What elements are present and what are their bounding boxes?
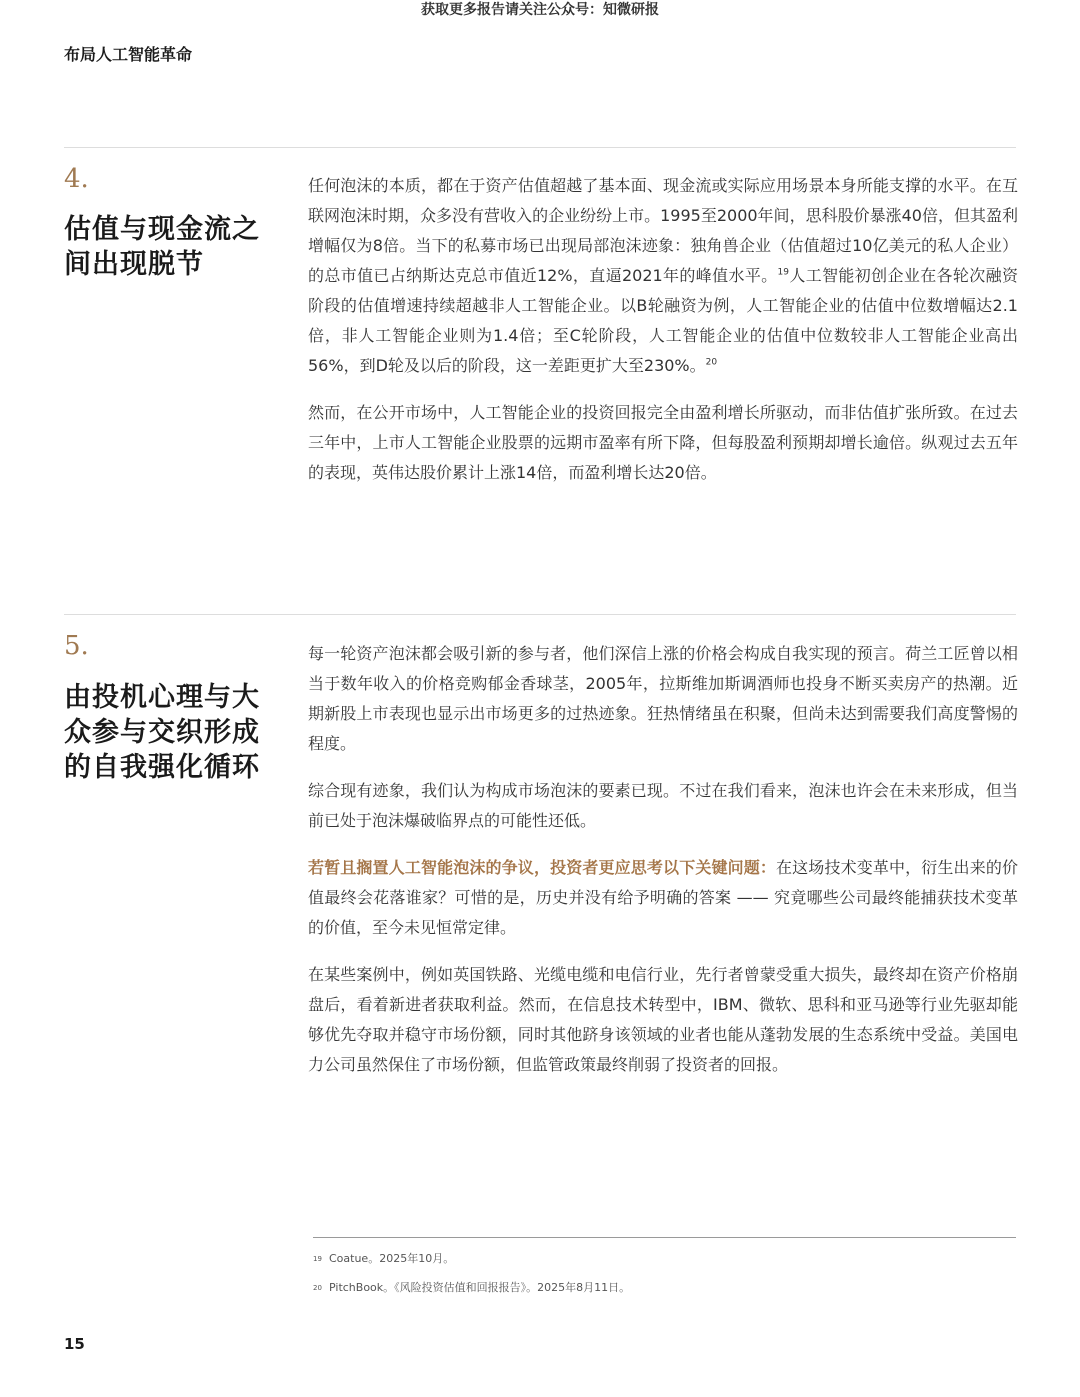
section-5-body [308, 639, 1018, 1097]
key-question-highlight: 若暂且搁置人工智能泡沫的争议，投资者更应思考以下关键问题： [308, 858, 777, 877]
section-4-title: 估值与现金流之间出现脱节 [64, 214, 260, 280]
section-5-number: 5. [64, 631, 89, 661]
section-4-number: 4. [64, 164, 89, 194]
section-divider [64, 147, 1016, 148]
section-4-paragraph-1 [308, 171, 1018, 381]
section-5-paragraph-4: 在某些案例中，例如英国铁路、光缆电缆和电信行业，先行者曾蒙受重大损失，最终却在资产价格崩盘后，看着新进者获取利益。然而，在信息技术转型中，IBM、微软、思科和亚马逊等行业先驱却能够优先夺取并稳守市场份额，同时其他跻身该领域的业者也能从蓬勃发展的生态系统中受益。美国电力公司虽然保住了市场份额，但监管政策最终削弱了投资者的回报。 [308, 965, 1018, 1074]
section-divider [64, 614, 1016, 615]
footnote-19 [313, 1251, 454, 1267]
running-head: 布局人工智能革命 [64, 45, 193, 64]
paragraph-text: 在这场技术变革中，衍生出来的价值最终会花落谁家？可惜的是，历史并没有给予明确的答案 —— 究竟哪些公司最终能捕获技术变革的价值，至今未见恒常定律。 [308, 858, 1018, 937]
paragraph-text: 人工智能初创企业在各轮次融资阶段的估值增速持续超越非人工智能企业。以B轮融资为例，人工智能企业的估值中位数增幅达2.1倍，非人工智能企业则为1.4倍；至C轮阶段，人工智能企业的估值中位数较非人工智能企业高出56%，到D轮及以后的阶段，这一差距更扩大至230%。 [308, 266, 1018, 375]
footnote-mark: 20 [313, 1284, 322, 1292]
promo-banner: 获取更多报告请关注公众号：知微研报 [421, 2, 659, 18]
footnote-text: Coatue。2025年10月。 [329, 1252, 455, 1265]
section-4-body [308, 171, 1018, 505]
section-4-paragraph-2: 然而，在公开市场中，人工智能企业的投资回报完全由盈利增长所驱动，而非估值扩张所致。在过去三年中，上市人工智能企业股票的远期市盈率有所下降，但每股盈利预期却增长逾倍。纵观过去五年的表现，英伟达股价累计上涨14倍，而盈利增长达20倍。 [308, 403, 1018, 482]
section-5-paragraph-2: 综合现有迹象，我们认为构成市场泡沫的要素已现。不过在我们看来，泡沫也许会在未来形成，但当前已处于泡沫爆破临界点的可能性还低。 [308, 781, 1018, 830]
footnote-divider [313, 1237, 1016, 1238]
footnote-text: PitchBook。《风险投资估值和回报报告》。2025年8月11日。 [329, 1281, 631, 1294]
page-number: 15 [64, 1335, 85, 1353]
footnote-ref-19[interactable]: 19 [777, 267, 789, 278]
footnote-20 [313, 1280, 630, 1296]
paragraph-text: 任何泡沫的本质，都在于资产估值超越了基本面、现金流或实际应用场景本身所能支撑的水平。在互联网泡沫时期，众多没有营收入的企业纷纷上市。1995至2000年间，思科股价暴涨40倍，但其盈利增幅仅为8倍。当下的私募市场已出现局部泡沫迹象：独角兽企业（估值超过10亿美元的私人企业）的总市值已占纳斯达克总市值近12%，直逼2021年的峰值水平。 [308, 176, 1018, 285]
section-5-paragraph-1: 每一轮资产泡沫都会吸引新的参与者，他们深信上涨的价格会构成自我实现的预言。荷兰工匠曾以相当于数年收入的价格竞购郁金香球茎，2005年，拉斯维加斯调酒师也投身不断买卖房产的热潮。近期新股上市表现也显示出市场更多的过热迹象。狂热情绪虽在积聚，但尚未达到需要我们高度警惕的程度。 [308, 644, 1018, 753]
footnote-ref-20[interactable]: 20 [705, 357, 718, 368]
section-5-paragraph-3 [308, 853, 1018, 943]
footnote-mark: 19 [313, 1255, 322, 1263]
section-5-title: 由投机心理与大众参与交织形成的自我强化循环 [64, 682, 260, 783]
